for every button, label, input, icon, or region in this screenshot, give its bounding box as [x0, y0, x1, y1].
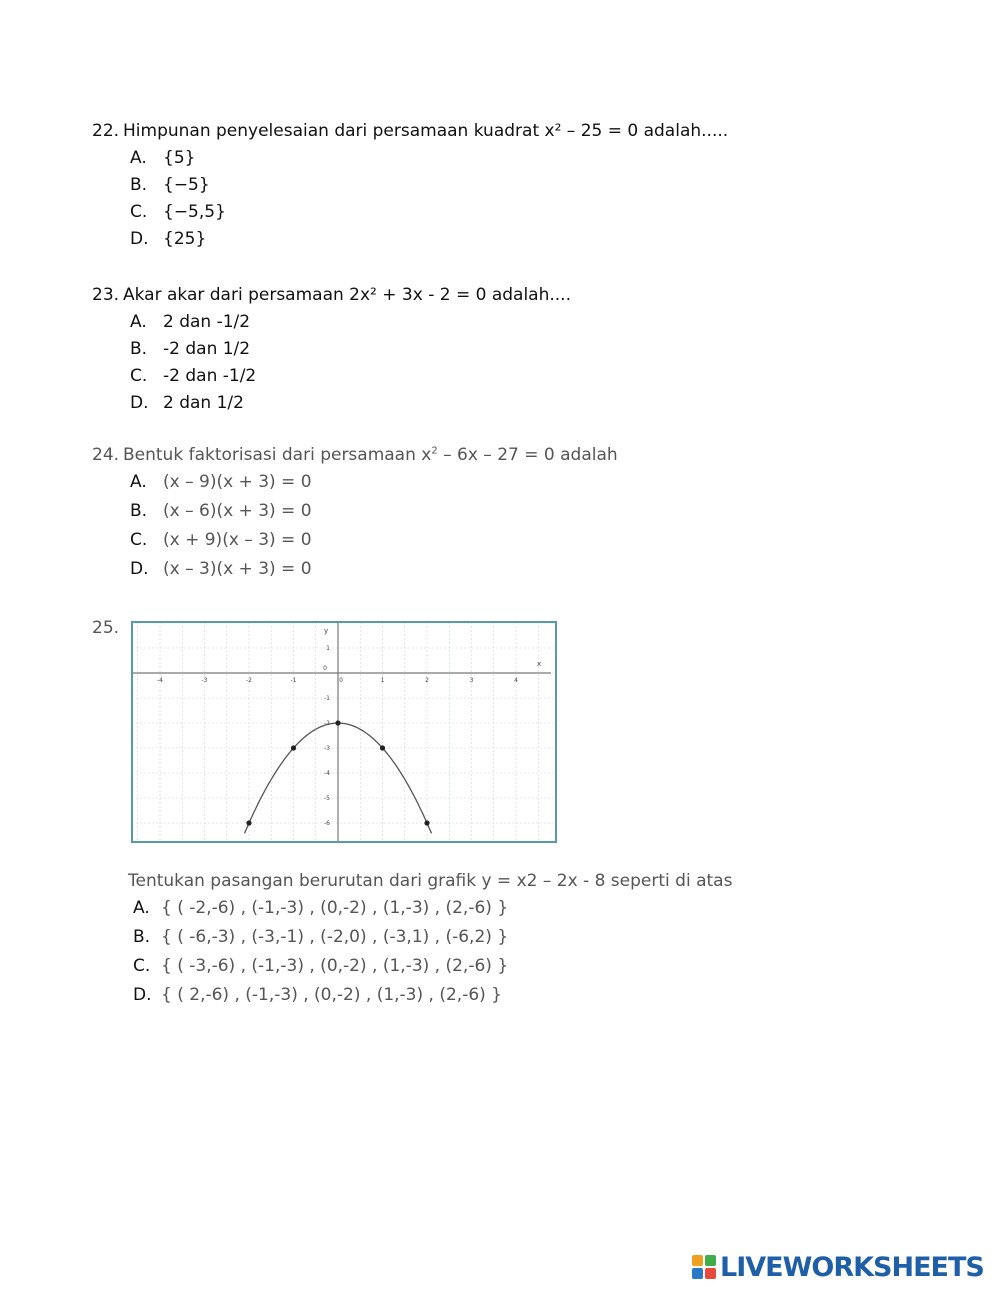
- x-axis-label: x: [537, 660, 542, 668]
- option-24-b[interactable]: B. (x – 6)(x + 3) = 0: [130, 501, 312, 521]
- option-25-d[interactable]: D. { ( 2,-6) , (-1,-3) , (0,-2) , (1,-3) , (2,-6) }: [133, 985, 502, 1005]
- x-tick-label: -4: [157, 677, 163, 684]
- option-25-c[interactable]: C. { ( -3,-6) , (-1,-3) , (0,-2) , (1,-3) , (2,-6) }: [133, 956, 509, 976]
- option-23-d[interactable]: D. 2 dan 1/2: [130, 393, 244, 413]
- y-tick-label: 1: [326, 645, 330, 652]
- option-22-a[interactable]: A. {5}: [130, 148, 196, 168]
- question-24: [92, 445, 618, 465]
- option-22-d[interactable]: D. {25}: [130, 229, 207, 249]
- graph-axes: [132, 622, 551, 842]
- option-25-a[interactable]: A. { ( -2,-6) , (-1,-3) , (0,-2) , (1,-3) , (2,-6) }: [133, 898, 509, 918]
- question-text: Bentuk faktorisasi dari persamaan $x^2 - 6x - 27 = 0$ adalah: [123, 445, 618, 465]
- liveworksheets-logo-icon: [692, 1255, 718, 1281]
- y-tick-label: -1: [324, 695, 330, 702]
- x-tick-label: 3: [469, 677, 474, 684]
- graph-ticks: [157, 627, 541, 827]
- x-tick-label: 4: [514, 677, 518, 684]
- y-tick-label: 0: [323, 665, 327, 672]
- y-tick-label: -2: [324, 720, 330, 727]
- question-25-prompt: Tentukan pasangan berurutan dari grafik y = x2 – 2x - 8 seperti di atas: [128, 871, 733, 891]
- graph-frame: [132, 622, 556, 842]
- x-tick-label: -1: [290, 677, 297, 684]
- y-tick-label: -5: [324, 795, 330, 802]
- graph-point: [291, 745, 296, 750]
- option-24-c[interactable]: C. (x + 9)(x – 3) = 0: [130, 530, 312, 550]
- question-text: Himpunan penyelesaian dari persamaan kuadrat x² – 25 = 0 adalah.....: [123, 121, 729, 141]
- y-tick-label: -4: [324, 770, 330, 777]
- question-number: 25.: [92, 618, 120, 638]
- graph-point: [335, 720, 340, 725]
- question-22: [92, 121, 728, 141]
- option-23-a[interactable]: A. 2 dan -1/2: [130, 312, 251, 332]
- x-tick-label: 2: [425, 677, 429, 684]
- parabola-graph: [131, 620, 559, 844]
- graph-grid: [132, 622, 557, 844]
- question-number: 24.: [92, 445, 120, 465]
- question-number: 22.: [92, 121, 120, 141]
- x-tick-label: 0: [339, 677, 343, 684]
- x-tick-label: 1: [380, 677, 385, 684]
- option-24-a[interactable]: A. (x – 9)(x + 3) = 0: [130, 472, 312, 492]
- question-number: 23.: [92, 285, 120, 305]
- question-25: [92, 618, 123, 638]
- option-25-b[interactable]: B. { ( -6,-3) , (-3,-1) , (-2,0) , (-3,1) , (-6,2) }: [133, 927, 509, 947]
- graph-point: [246, 820, 251, 825]
- option-22-b[interactable]: B. {−5}: [130, 175, 210, 195]
- liveworksheets-logo: [692, 1252, 984, 1283]
- graph-point: [380, 745, 385, 750]
- x-tick-label: -2: [246, 677, 252, 684]
- option-23-c[interactable]: C. -2 dan -1/2: [130, 366, 257, 386]
- graph-point: [424, 820, 429, 825]
- question-text: Akar akar dari persamaan 2x² + 3x - 2 = 0 adalah....: [123, 285, 571, 305]
- y-tick-label: -6: [324, 820, 330, 827]
- option-23-b[interactable]: B. -2 dan 1/2: [130, 339, 251, 359]
- option-24-d[interactable]: D. (x – 3)(x + 3) = 0: [130, 559, 312, 579]
- logo-text: LIVEWORKSHEETS: [720, 1252, 984, 1283]
- x-tick-label: -3: [201, 677, 208, 684]
- y-axis-label: y: [324, 627, 329, 635]
- question-23: [92, 285, 571, 305]
- option-22-c[interactable]: C. {−5,5}: [130, 202, 226, 222]
- y-tick-label: -3: [324, 745, 330, 752]
